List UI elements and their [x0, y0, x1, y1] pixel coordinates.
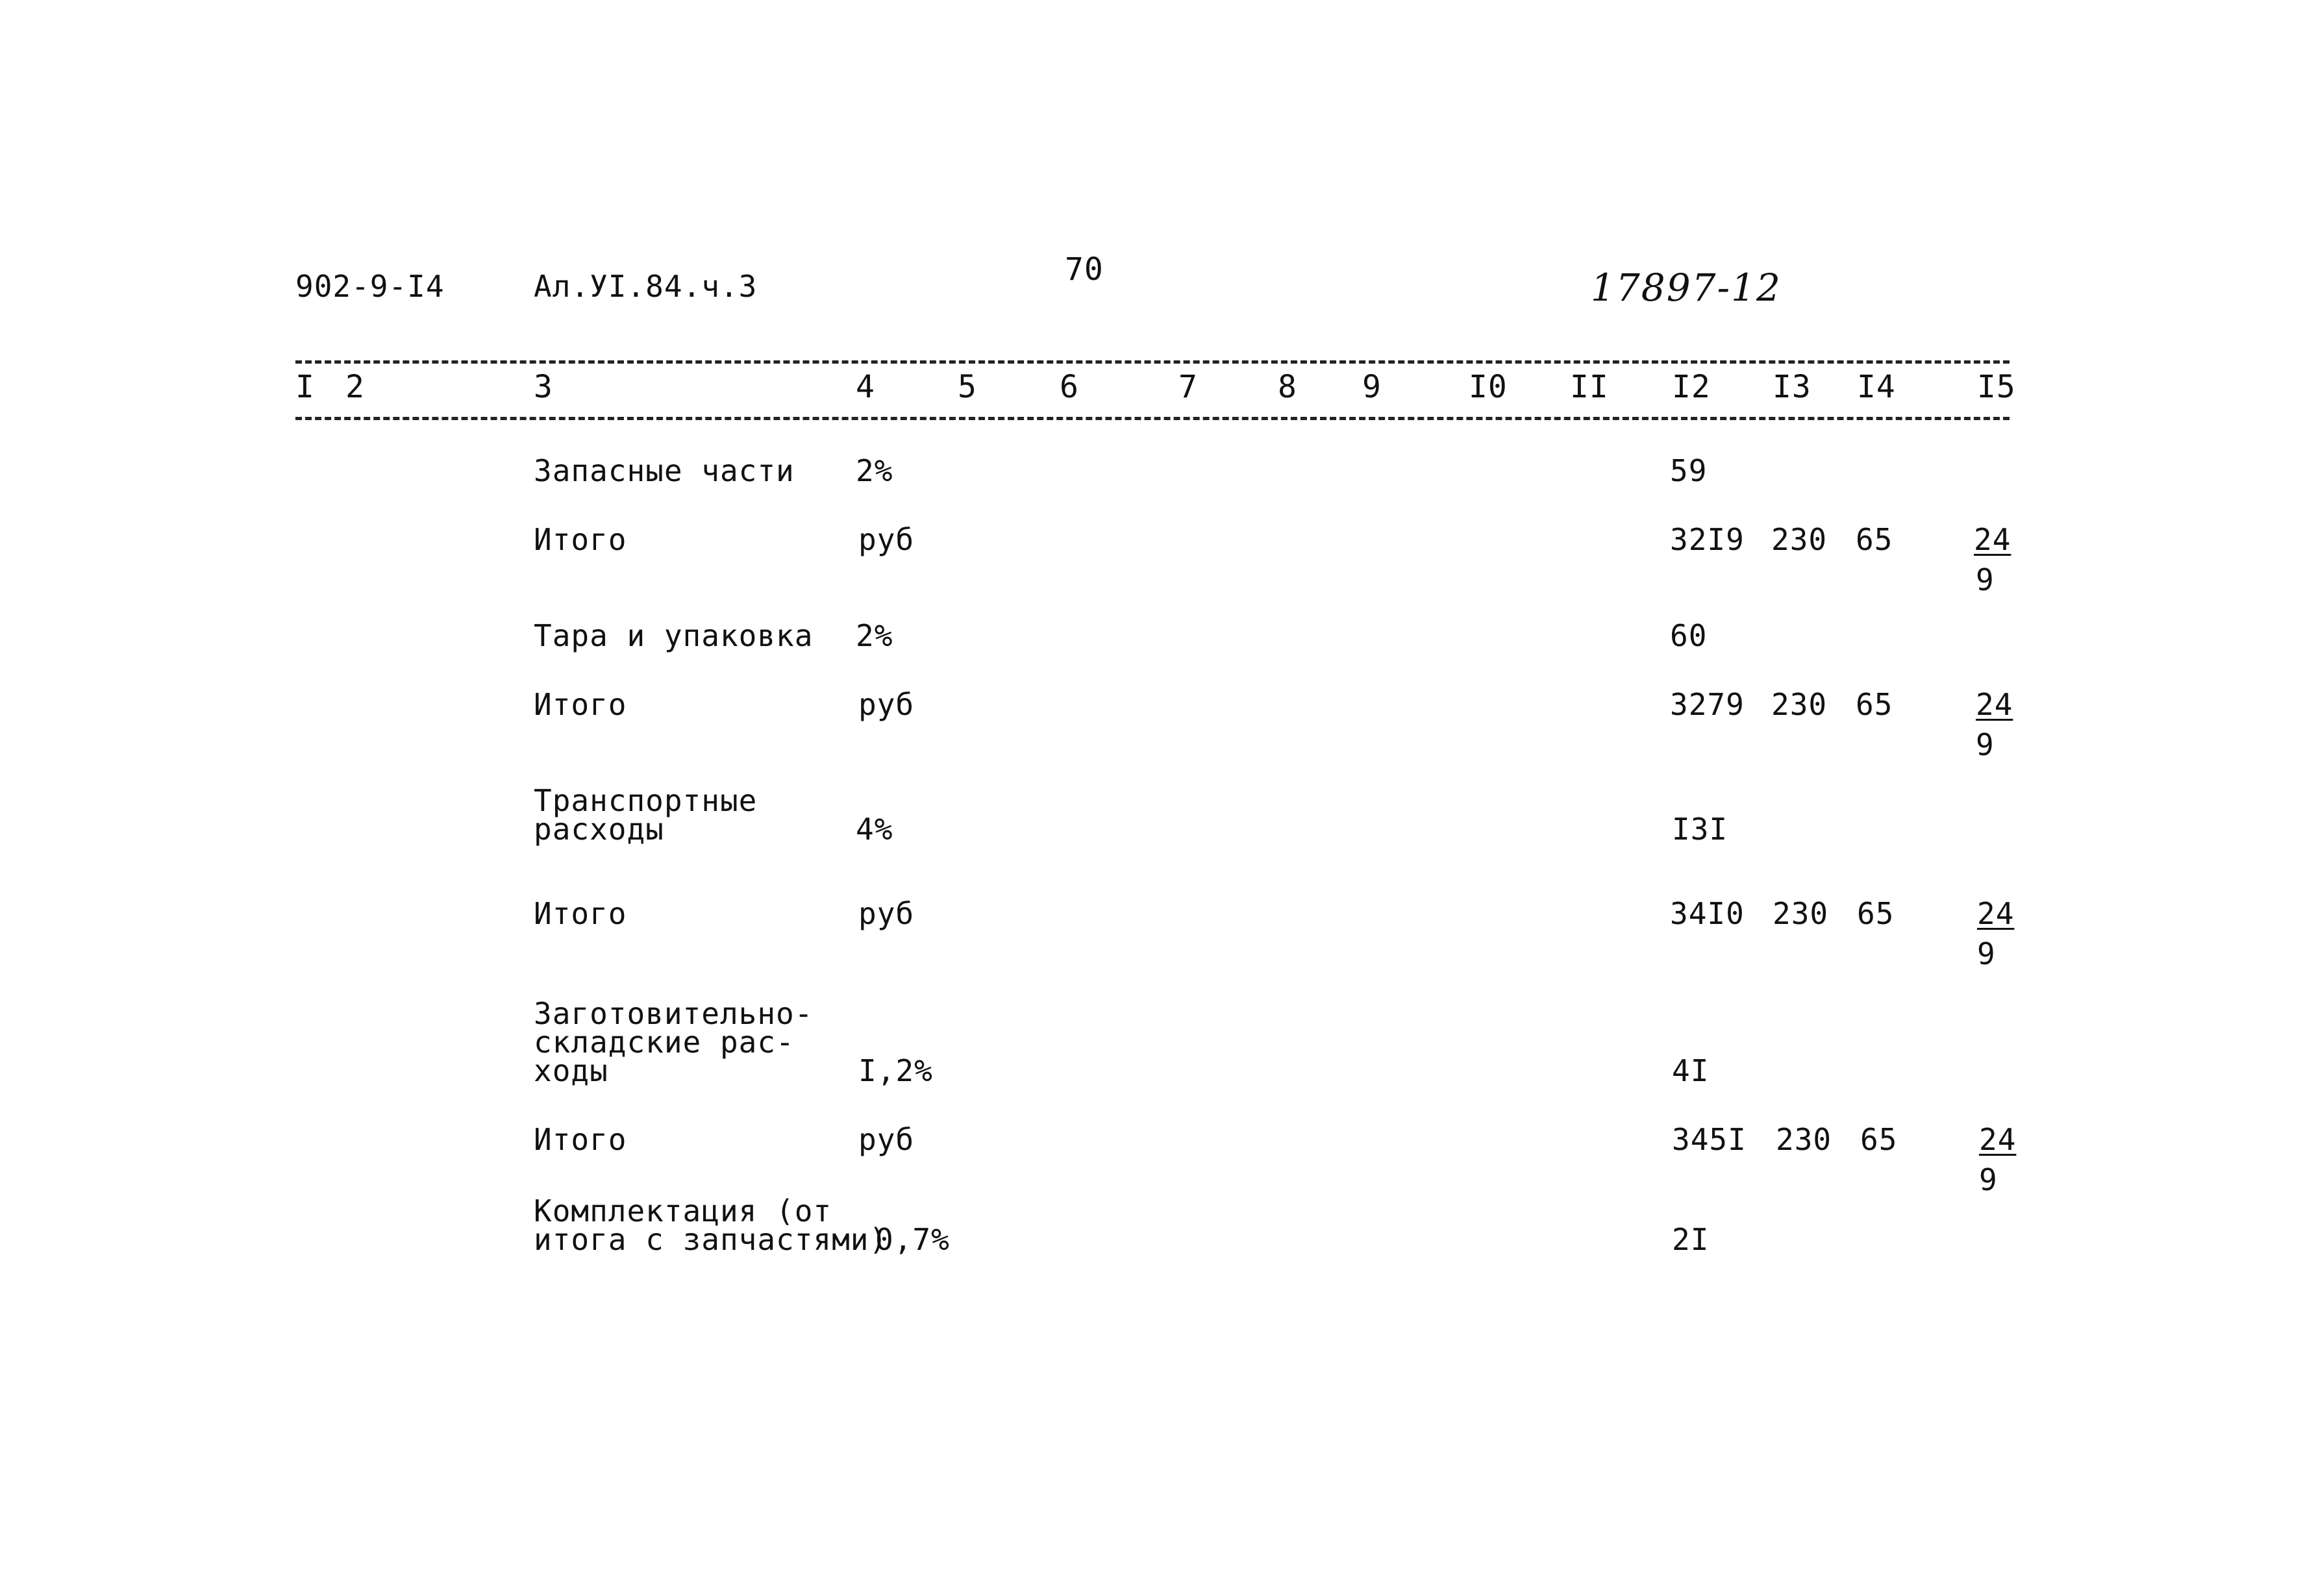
- row-6-col13: 230: [1773, 896, 1829, 931]
- row-2-name: Итого: [534, 522, 627, 557]
- col-header-8: 8: [1278, 369, 1297, 405]
- row-9-name-line-2: итога с запчастями): [534, 1222, 888, 1257]
- row-7-col12: 4I: [1672, 1053, 1710, 1088]
- row-4-col15-top: 24: [1976, 687, 2013, 722]
- row-3-name: Тара и упаковка: [534, 618, 814, 653]
- row-9-col12: 2I: [1672, 1222, 1710, 1257]
- album-ref: Ал.УI.84.ч.3: [534, 269, 758, 304]
- col-header-2: 2: [345, 369, 365, 405]
- row-2-col12: 32I9: [1670, 522, 1745, 557]
- row-6-col12: 34I0: [1670, 896, 1745, 931]
- row-4-col14: 65: [1856, 687, 1893, 722]
- row-6-name: Итого: [534, 896, 627, 931]
- row-7-name-line-2: складские рас-: [534, 1025, 795, 1060]
- row-8-col13: 230: [1776, 1122, 1832, 1157]
- row-6-rate: руб: [858, 896, 915, 931]
- row-8-rate: руб: [858, 1122, 915, 1157]
- row-8-col14: 65: [1860, 1122, 1898, 1157]
- col-header-1: I: [295, 369, 315, 405]
- row-8-col15-bottom: 9: [1979, 1162, 1998, 1197]
- col-header-15: I5: [1977, 369, 2016, 405]
- row-6-col15-top: 24: [1977, 896, 2015, 931]
- col-header-9: 9: [1362, 369, 1382, 405]
- row-5-rate: 4%: [856, 812, 893, 847]
- row-8-name: Итого: [534, 1122, 627, 1157]
- row-2-rate: руб: [858, 522, 915, 557]
- col-header-11: II: [1570, 369, 1609, 405]
- row-2-col14: 65: [1856, 522, 1893, 557]
- page-number: 70: [1065, 251, 1104, 288]
- row-4-name: Итого: [534, 687, 627, 722]
- row-2-col13: 230: [1771, 522, 1828, 557]
- row-3-rate: 2%: [856, 618, 893, 653]
- row-1-rate: 2%: [856, 453, 893, 488]
- col-header-7: 7: [1178, 369, 1198, 405]
- col-header-10: I0: [1469, 369, 1508, 405]
- col-header-3: 3: [534, 369, 553, 405]
- col-header-12: I2: [1672, 369, 1711, 405]
- row-3-col12: 60: [1670, 618, 1708, 653]
- row-2-col15-bottom: 9: [1976, 562, 1995, 597]
- row-4-rate: руб: [858, 687, 915, 722]
- row-2-col15-top: 24: [1974, 522, 2011, 557]
- header-rule-top: [295, 360, 2010, 364]
- row-9-name-line-1: Комплектация (от: [534, 1193, 832, 1228]
- row-5-col12: I3I: [1672, 812, 1728, 847]
- col-header-13: I3: [1773, 369, 1811, 405]
- row-4-col15-bottom: 9: [1976, 727, 1995, 762]
- row-4-col13: 230: [1771, 687, 1828, 722]
- row-6-col14: 65: [1857, 896, 1895, 931]
- row-4-col12: 3279: [1670, 687, 1745, 722]
- row-1-name: Запасные части: [534, 453, 795, 488]
- handwritten-number: 17897-12: [1591, 266, 1782, 310]
- row-5-name-line-1: Транспортные: [534, 783, 758, 818]
- col-header-14: I4: [1857, 369, 1896, 405]
- row-5-name-line-2: расходы: [534, 812, 664, 847]
- row-8-col15-top: 24: [1979, 1122, 2017, 1157]
- row-7-name-line-3: ходы: [534, 1053, 608, 1088]
- doc-code: 902-9-I4: [295, 269, 445, 304]
- header-rule-bottom: [295, 417, 2010, 420]
- col-header-4: 4: [856, 369, 875, 405]
- col-header-6: 6: [1060, 369, 1079, 405]
- row-7-name-line-1: Заготовительно-: [534, 996, 814, 1031]
- col-header-5: 5: [958, 369, 977, 405]
- row-7-rate: I,2%: [858, 1053, 933, 1088]
- row-8-col12: 345I: [1672, 1122, 1747, 1157]
- row-6-col15-bottom: 9: [1977, 936, 1996, 971]
- row-9-rate: 0,7%: [875, 1222, 950, 1257]
- row-1-col12: 59: [1670, 453, 1708, 488]
